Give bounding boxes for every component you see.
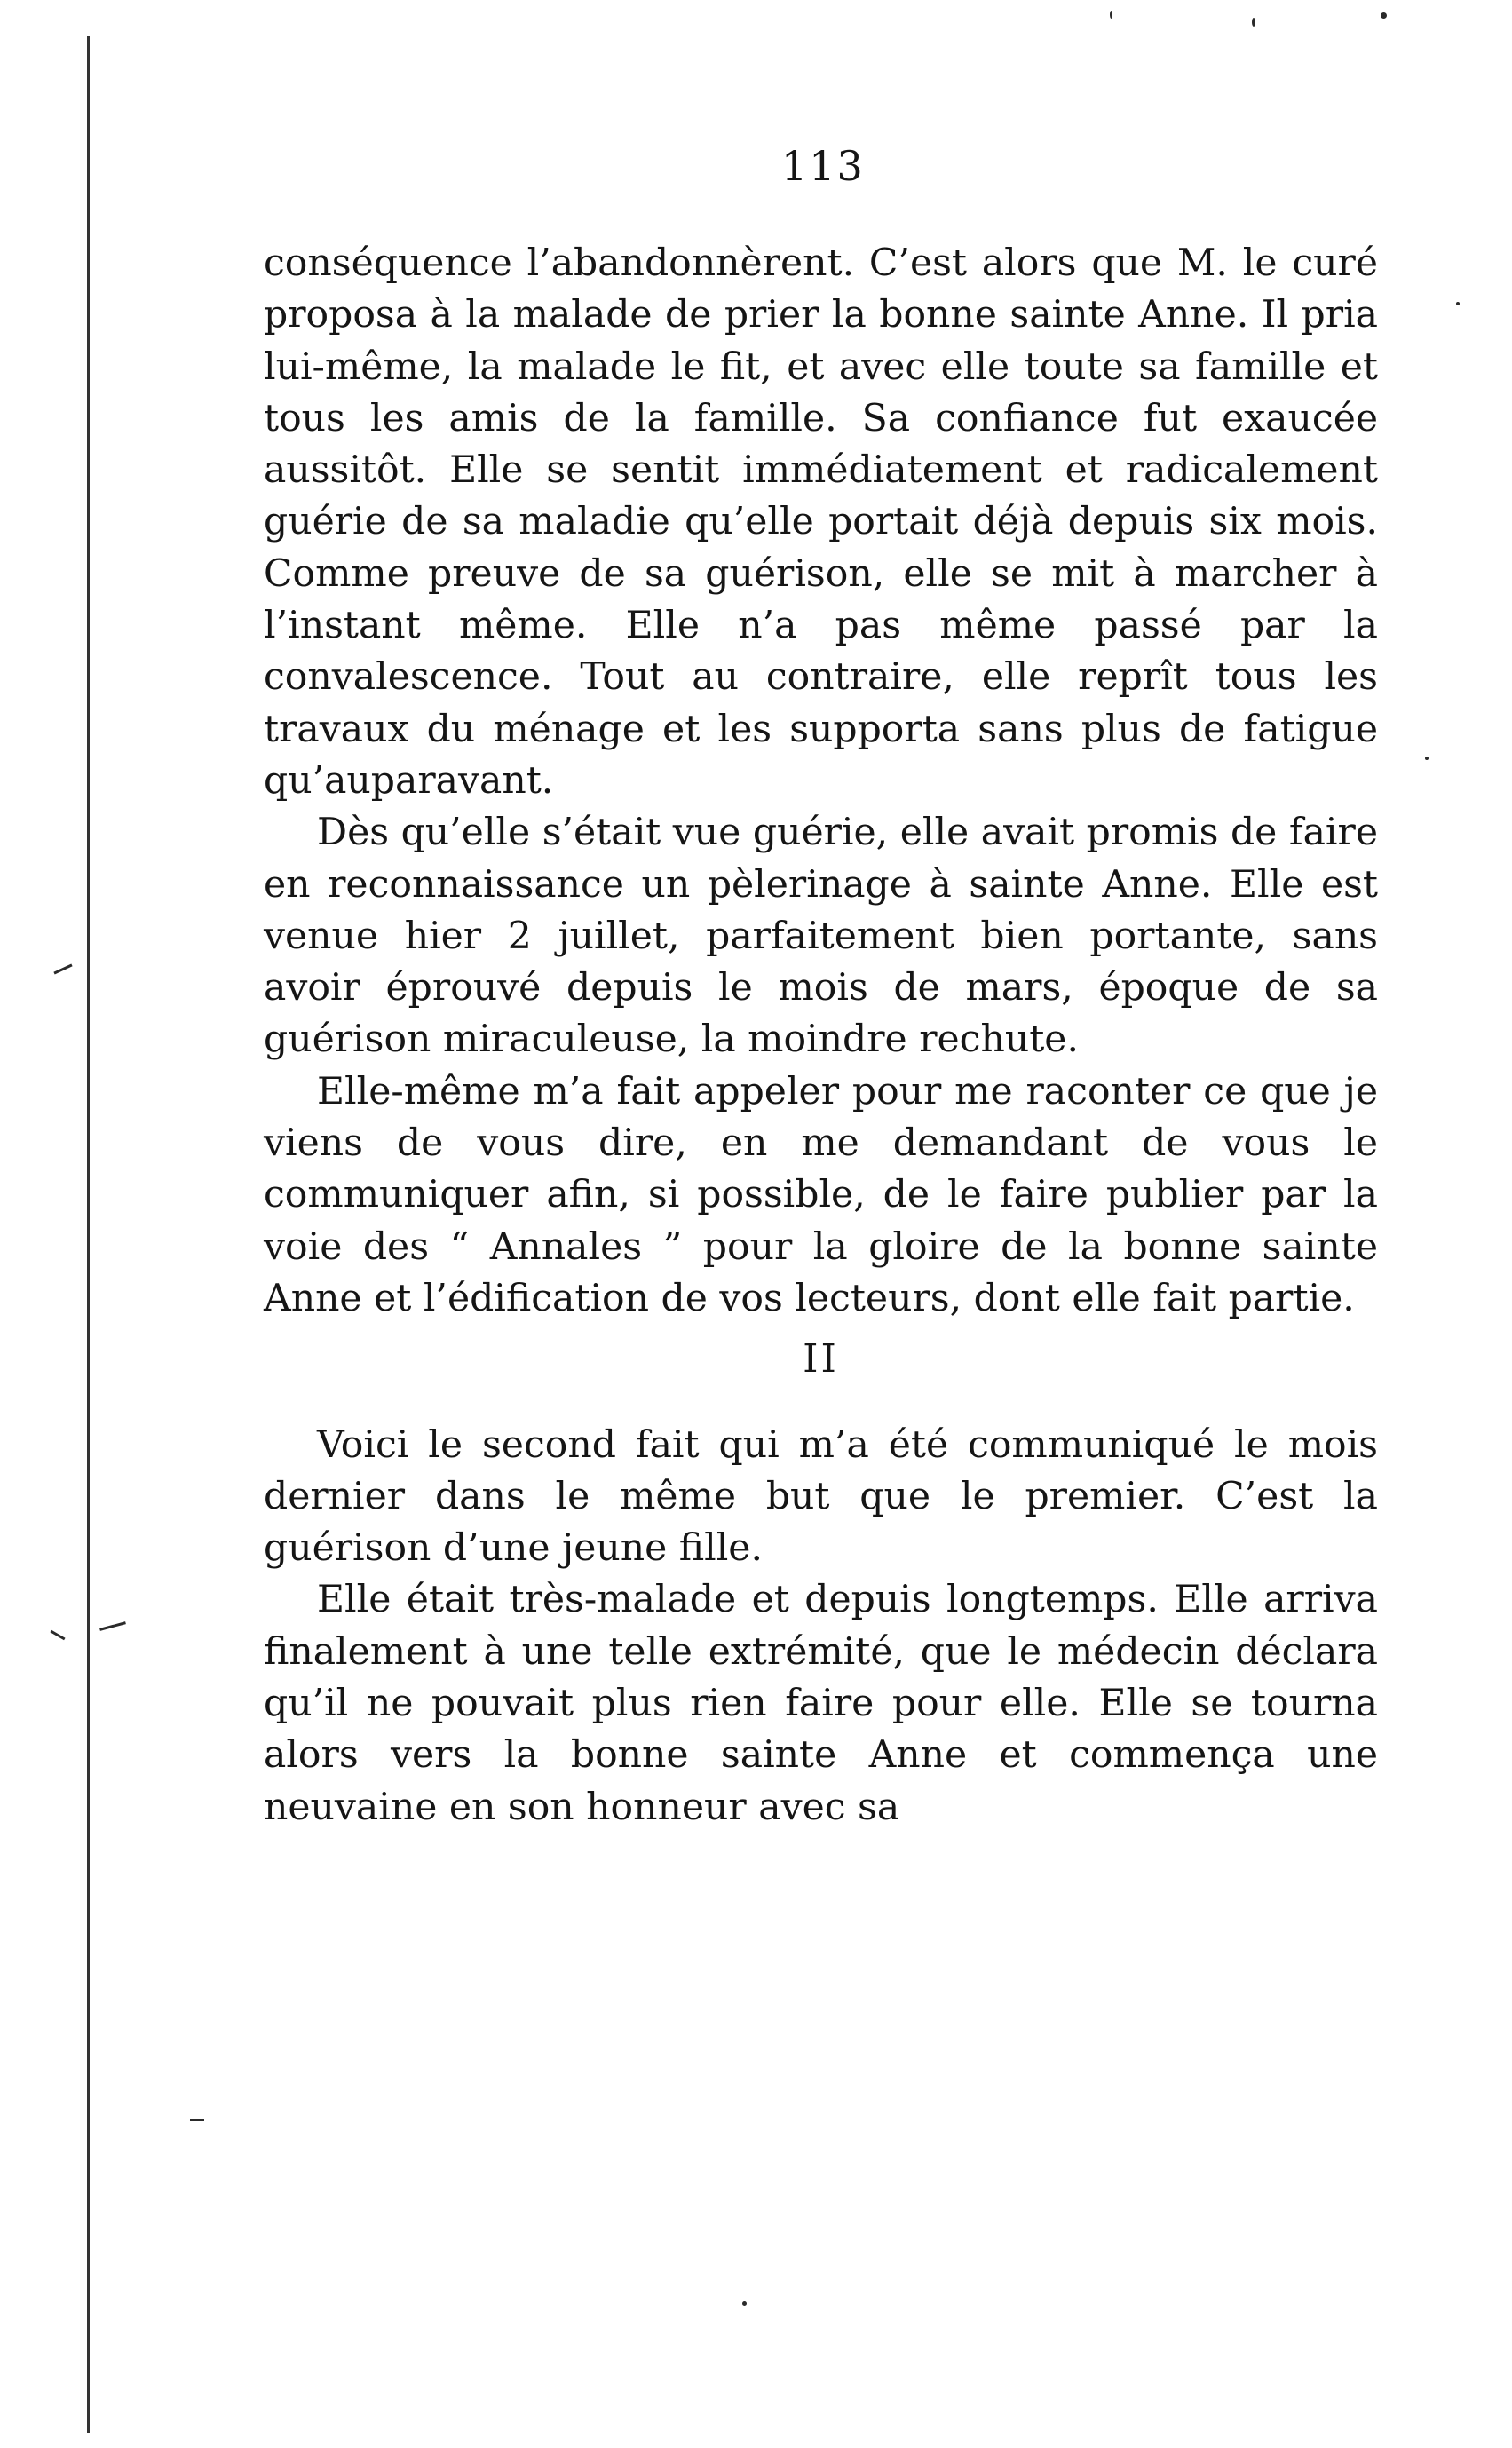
scan-speck (1381, 12, 1387, 19)
binding-margin-line (87, 36, 90, 2433)
scan-speck (1456, 302, 1460, 305)
scan-mark (53, 963, 72, 974)
body-text (264, 238, 1378, 1834)
paragraph: conséquence l’abandonnèrent. C’est alors que M. le curé proposa à la malade de prier la bonne sainte Anne. Il pria lui-même, la malade le fit, et avec elle toute sa famille et tous les amis de la famille. Sa confiance fut exaucée aussitôt. Elle se sentit immédiatement et radicalement guérie de sa maladie qu’elle portait déjà depuis six mois. Comme preuve de sa guérison, elle se mit à marcher à l’instant même. Elle n’a pas même passé par la convalescence. Tout au contraire, elle reprît tous les travaux du ménage et les supporta sans plus de fatigue qu’auparavant. (264, 242, 1378, 803)
paragraph: Elle-même m’a fait appeler pour me raconter ce que je viens de vous dire, en me demandant de vous le communiquer afin, si possible, de le faire publier par la voie des “ Annales ” pour la gloire de la bonne sainte Anne et l’édification de vos lecteurs, dont elle fait partie. (264, 1069, 1378, 1320)
paragraph: Elle était très-malade et depuis longtemps. Elle arriva finalement à une telle extrémité, que le médecin déclara qu’il ne pouvait plus rien faire pour elle. Elle se tourna alors vers la bonne sainte Anne et commença une neuvaine en son honneur avec sa (264, 1578, 1378, 1829)
scan-speck (1425, 757, 1429, 760)
section-heading: II (803, 1336, 839, 1382)
scan-speck (742, 2301, 747, 2306)
scan-mark (99, 1621, 126, 1631)
scan-speck (1110, 11, 1112, 19)
paragraph: Dès qu’elle s’était vue guérie, elle avait promis de faire en reconnaissance un pèlerinage à sainte Anne. Elle est venue hier 2 juillet, parfaitement bien portante, sans avoir éprouvé depuis le mois de mars, époque de sa guérison miraculeuse, la moindre rechute. (264, 811, 1378, 1062)
scan-mark (50, 1630, 65, 1641)
scan-speck (1252, 18, 1255, 27)
paragraph: Voici le second fait qui m’a été communiqué le mois dernier dans le même but que le premier. C’est la guérison d’une jeune fille. (264, 1422, 1378, 1571)
page-number: 113 (781, 142, 865, 190)
scan-mark (190, 2119, 204, 2121)
